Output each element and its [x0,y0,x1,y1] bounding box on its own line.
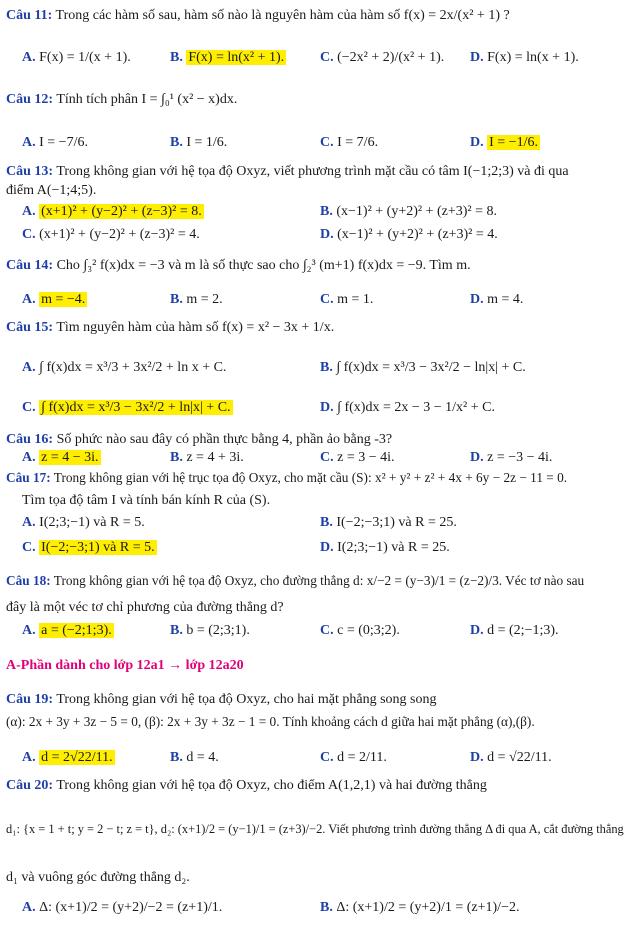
option-key: C. [22,540,36,555]
q15-option-a[interactable] [22,360,226,376]
option-text: F(x) = 1/(x + 1). [39,50,131,65]
option-key: B. [170,750,183,765]
q14-option-a[interactable] [22,292,87,308]
option-key: A. [22,135,36,150]
option-text-highlighted: F(x) = ln(x² + 1). [188,50,285,65]
q20-stem [6,778,487,794]
q17-option-a[interactable] [22,515,145,531]
q11-label: Câu 11: [6,8,53,23]
option-text: (x−1)² + (y+2)² + (z+3)² = 8. [336,204,497,219]
q11-stem [6,8,510,24]
option-key: A. [22,360,36,375]
q11-option-b[interactable] [170,50,286,66]
q18-stem [6,573,584,589]
q15-stem [6,320,334,336]
option-text: b = (2;3;1). [186,623,250,638]
q18-stem-line2: đây là một véc tơ chỉ phương của đường thẳng d? [6,600,284,615]
q12-option-b[interactable] [170,135,227,151]
q13-option-c[interactable] [22,227,200,243]
option-key: A. [22,750,36,765]
q18-option-b[interactable] [170,623,250,639]
option-key: A. [22,204,36,219]
option-text: z = −3 − 4i. [487,450,553,465]
q15-option-c[interactable] [22,400,233,416]
q14-text: Cho ∫₃² f(x)dx = −3 và m là số thực sao cho ∫₂³ (m+1) f(x)dx = −9. Tìm m. [56,258,471,273]
q13-label: Câu 13: [6,164,54,179]
option-text: I = −7/6. [39,135,88,150]
q16-label: Câu 16: [6,432,54,447]
option-text: (x−1)² + (y+2)² + (z+3)² = 4. [337,227,498,242]
option-key: A. [22,50,36,65]
q19-text: Trong không gian với hệ tọa độ Oxyz, cho hai mặt phẳng song song [56,692,437,707]
q17-label: Câu 17: [6,470,51,485]
option-key: D. [470,292,484,307]
option-key: D. [470,623,484,638]
q19-option-a[interactable] [22,750,115,766]
q15-option-d[interactable] [320,400,495,416]
option-key: D. [320,400,334,415]
option-text-highlighted: ∫ f(x)dx = x³/3 − 3x²/2 + ln|x| + C. [41,400,231,415]
q16-option-b[interactable] [170,450,244,466]
q14-label: Câu 14: [6,258,54,273]
q19-stem [6,692,437,708]
q18-option-a[interactable] [22,623,114,639]
option-key: B. [170,292,183,307]
q11-option-a[interactable] [22,50,131,66]
option-key: C. [22,227,36,242]
option-key: C. [320,623,334,638]
option-key: A. [22,515,36,530]
q14-option-c[interactable] [320,292,373,308]
option-text: ∫ f(x)dx = x³/3 − 3x²/2 − ln|x| + C. [336,360,526,375]
q15-option-b[interactable] [320,360,526,376]
q18-label: Câu 18: [6,573,51,588]
option-text: d = 4. [186,750,219,765]
option-key: D. [470,50,484,65]
option-text: Δ: (x+1)/2 = (y+2)/1 = (z+1)/−2. [336,900,520,915]
section-heading: A-Phần dành cho lớp 12a1 → lớp 12a20 [6,658,244,673]
q17-text: Trong không gian với hệ trục tọa độ Oxyz, cho mặt cầu (S): x² + y² + z² + 4x + 6y − 2z − 11 = 0. [53,470,568,485]
q19-option-b[interactable] [170,750,219,766]
option-text-highlighted: a = (−2;1;3). [41,623,112,638]
option-key: C. [320,450,334,465]
q16-option-a[interactable] [22,450,101,466]
q15-text: Tìm nguyên hàm của hàm số f(x) = x² − 3x + 1/x. [56,320,335,335]
option-text: (x+1)² + (y−2)² + (z−3)² = 4. [39,227,200,242]
q17-stem [6,470,567,486]
q12-option-d[interactable] [470,135,540,151]
option-text-highlighted: (x+1)² + (y−2)² + (z−3)² = 8. [41,204,202,219]
q16-option-d[interactable] [470,450,552,466]
option-key: B. [170,450,183,465]
q12-stem [6,92,237,108]
q18-text: Trong không gian với hệ tọa độ Oxyz, cho đường thẳng d: x/−2 = (y−3)/1 = (z−2)/3. Véc tơ nào sau [53,573,585,588]
q20-stem-line3: d₁ và vuông góc đường thẳng d₂. [6,870,190,885]
q13-option-d[interactable] [320,227,498,243]
option-key: A. [22,900,36,915]
q14-stem [6,258,471,274]
q19-label: Câu 19: [6,692,54,707]
option-key: B. [320,360,333,375]
option-key: C. [22,400,36,415]
option-key: C. [320,50,334,65]
q19-stem-line2: (α): 2x + 3y + 3z − 5 = 0, (β): 2x + 3y + 3z − 1 = 0. Tính khoảng cách d giữa hai mặt phẳng (α),(β). [6,714,535,729]
q16-stem [6,432,392,448]
option-text: d = √22/11. [487,750,552,765]
option-key: B. [170,50,183,65]
option-key: B. [170,623,183,638]
option-text-highlighted: I(−2;−3;1) và R = 5. [41,540,155,555]
option-text-highlighted: z = 4 − 3i. [41,450,99,465]
option-text-highlighted: I = −1/6. [489,135,538,150]
q13-stem-line2: điểm A(−1;4;5). [6,183,97,198]
option-key: D. [470,135,484,150]
option-text: m = 2. [186,292,223,307]
option-text: (−2x² + 2)/(x² + 1). [337,50,445,65]
option-key: B. [320,515,333,530]
q13-option-b[interactable] [320,204,497,220]
q16-option-c[interactable] [320,450,395,466]
option-text-highlighted: d = 2√22/11. [41,750,113,765]
option-key: C. [320,135,334,150]
option-text: I(2;3;−1) và R = 5. [39,515,145,530]
option-key: A. [22,292,36,307]
q17-option-b[interactable] [320,515,457,531]
q12-option-c[interactable] [320,135,378,151]
q14-option-b[interactable] [170,292,223,308]
q16-text: Số phức nào sau đây có phần thực bằng 4, phần ảo bằng -3? [56,432,393,447]
q14-option-d[interactable] [470,292,523,308]
option-text: c = (0;3;2). [337,623,400,638]
option-key: D. [470,750,484,765]
option-key: B. [320,204,333,219]
option-text: F(x) = ln(x + 1). [487,50,579,65]
q13-option-a[interactable] [22,204,204,220]
q18-option-c[interactable] [320,623,400,639]
option-text: Δ: (x+1)/2 = (y+2)/−2 = (z+1)/1. [39,900,223,915]
option-key: B. [170,135,183,150]
option-text: I = 1/6. [186,135,228,150]
option-text: d = 2/11. [337,750,387,765]
q11-option-c[interactable] [320,50,444,66]
q12-text: Tính tích phân I = ∫₀¹ (x² − x)dx. [56,92,238,107]
option-key: A. [22,450,36,465]
q18-option-d[interactable] [470,623,559,639]
q12-label: Câu 12: [6,92,54,107]
q11-option-d[interactable] [470,50,579,66]
q15-label: Câu 15: [6,320,54,335]
option-text: ∫ f(x)dx = x³/3 + 3x²/2 + ln x + C. [39,360,227,375]
q11-text: Trong các hàm số sau, hàm số nào là nguyên hàm của hàm số f(x) = 2x/(x² + 1) ? [55,8,510,23]
q13-stem [6,164,569,180]
option-key: D. [320,540,334,555]
q12-option-a[interactable] [22,135,88,151]
option-text-highlighted: m = −4. [41,292,86,307]
option-text: z = 3 − 4i. [337,450,395,465]
q20-label: Câu 20: [6,778,54,793]
q20-option-a[interactable] [22,900,222,916]
option-text: I(2;3;−1) và R = 25. [337,540,450,555]
option-text: z = 4 + 3i. [186,450,244,465]
q13-text: Trong không gian với hệ tọa độ Oxyz, viết phương trình mặt cầu có tâm I(−1;2;3) và đi qua [56,164,569,179]
option-text: I = 7/6. [337,135,379,150]
q17-option-c[interactable] [22,540,157,556]
option-text: m = 1. [337,292,374,307]
option-key: C. [320,750,334,765]
q20-text: Trong không gian với hệ tọa độ Oxyz, cho điểm A(1,2,1) và hai đường thẳng [56,778,487,793]
q20-option-b[interactable] [320,900,519,916]
option-text: m = 4. [487,292,524,307]
q19-option-c[interactable] [320,750,387,766]
option-key: B. [320,900,333,915]
option-text: d = (2;−1;3). [487,623,559,638]
option-key: A. [22,623,36,638]
option-key: D. [320,227,334,242]
q20-stem-line2: d₁: {x = 1 + t; y = 2 − t; z = t}, d₂: (x+1)/2 = (y−1)/1 = (z+3)/−2. Viết phương trình đường thẳng Δ đi qua A, cắt đường thẳng [6,822,624,836]
option-key: D. [470,450,484,465]
option-key: C. [320,292,334,307]
q19-option-d[interactable] [470,750,552,766]
option-text: ∫ f(x)dx = 2x − 3 − 1/x² + C. [337,400,495,415]
q17-option-d[interactable] [320,540,450,556]
option-text: I(−2;−3;1) và R = 25. [336,515,457,530]
q17-stem-line2: Tìm tọa độ tâm I và tính bán kính R của (S). [22,493,271,508]
